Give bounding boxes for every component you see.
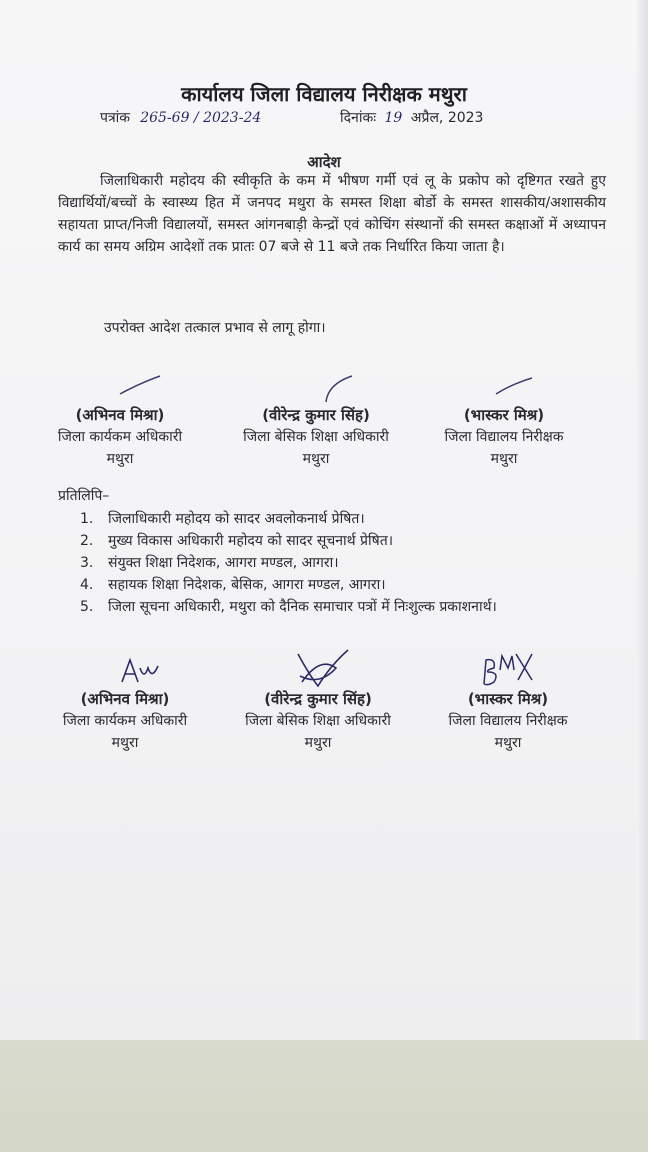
list-item — [80, 574, 600, 596]
list-item — [80, 530, 600, 552]
reference-row — [100, 108, 520, 127]
signatory-designation: जिला विद्यालय निरीक्षक — [444, 429, 564, 445]
office-title: कार्यालय जिला विद्यालय निरीक्षक मथुरा — [181, 82, 467, 106]
effect-note: उपरोक्त आदेश तत्काल प्रभाव से लागू होगा। — [104, 320, 326, 336]
signatory-name: (अभिनव मिश्रा) — [80, 690, 170, 708]
signatory-designation: जिला बेसिक शिक्षा अधिकारी — [245, 713, 391, 729]
item-text: जिला सूचना अधिकारी, मथुरा को दैनिक समाचार पत्रों में निःशुल्क प्रकाशनार्थ। — [108, 599, 497, 615]
order-body: जिलाधिकारी महोदय की स्वीकृति के कम में भीषण गर्मी एवं लू के प्रकोप को दृष्टिगत रखते हुए विद्यार्थियों/बच्चों के स्वास्थ्य हित में जनपद मथुरा के समस्त शिक्षा बोर्डो के समस्त शासकीय/अशासकीय सहायता प्राप्त/निजी विद्यालयों, समस्त आंगनबाड़ी केन्द्रों एवं कोचिंग संस्थानों की समस्त कक्षाओं में अध्यापन कार्य का समय अग्रिम आदेशों तक प्रातः 07 बजे से 11 बजे तक निर्धारित किया जाता है। — [58, 173, 606, 255]
signature-mark-1 — [118, 374, 162, 396]
signatory-place: मथुरा — [494, 735, 522, 751]
list-item — [80, 508, 600, 530]
signatory-bottom-1 — [30, 688, 220, 754]
signatory-name: (अभिनव मिश्रा) — [75, 406, 165, 424]
signatory-place: मथुरा — [111, 735, 139, 751]
item-number: 2. — [80, 533, 94, 549]
item-text: सहायक शिक्षा निदेशक, बेसिक, आगरा मण्डल, आगरा। — [108, 577, 386, 593]
signatory-designation: जिला विद्यालय निरीक्षक — [448, 713, 568, 729]
signatory-designation: जिला कार्यकम अधिकारी — [62, 713, 188, 729]
item-number: 5. — [80, 599, 94, 615]
list-item — [80, 552, 600, 574]
signatory-place: मथुरा — [106, 451, 134, 467]
signatory-bottom-2 — [218, 688, 418, 754]
copy-heading: प्रतिलिपि– — [58, 488, 110, 504]
signatory-place: मथुरा — [304, 735, 332, 751]
list-item — [80, 596, 600, 618]
item-number: 1. — [80, 511, 94, 527]
signatory-name: (भास्कर मिश्र) — [463, 406, 545, 424]
signatory-top-3 — [404, 404, 604, 470]
item-number: 3. — [80, 555, 94, 571]
signature-mark-3 — [494, 376, 534, 398]
signature-mark-2 — [322, 372, 358, 406]
ref-label: पत्रांक — [100, 110, 131, 126]
signatory-top-1 — [25, 404, 215, 470]
ref-number: 265-69 / 2023-24 — [140, 110, 262, 126]
item-number: 4. — [80, 577, 94, 593]
date-block — [340, 108, 483, 127]
date-label: दिनांकः — [340, 110, 377, 126]
signatory-name: (वीरेन्द्र कुमार सिंह) — [264, 690, 372, 708]
item-text: मुख्य विकास अधिकारी महोदय को सादर सूचनार्थ प्रेषित। — [108, 533, 394, 549]
signature-initials-3 — [478, 650, 538, 690]
date-month-year: अप्रैल, 2023 — [410, 110, 484, 126]
signatory-place: मथुरा — [490, 451, 518, 467]
copy-list — [80, 508, 600, 618]
date-day: 19 — [384, 110, 403, 126]
signatory-name: (वीरेन्द्र कुमार सिंह) — [262, 406, 370, 424]
signatory-bottom-3 — [408, 688, 608, 754]
item-text: जिलाधिकारी महोदय को सादर अवलोकनार्थ प्रेषित। — [108, 511, 365, 527]
signatory-designation: जिला बेसिक शिक्षा अधिकारी — [243, 429, 389, 445]
signatory-designation: जिला कार्यकम अधिकारी — [57, 429, 183, 445]
signature-initials-1 — [118, 656, 164, 686]
signatory-name: (भास्कर मिश्र) — [467, 690, 549, 708]
signature-mark-4 — [290, 646, 356, 690]
order-heading: आदेश — [307, 153, 341, 171]
signatory-top-2 — [216, 404, 416, 470]
background-surface — [0, 1040, 648, 1152]
signatory-place: मथुरा — [302, 451, 330, 467]
item-text: संयुक्त शिक्षा निदेशक, आगरा मण्डल, आगरा। — [108, 555, 339, 571]
